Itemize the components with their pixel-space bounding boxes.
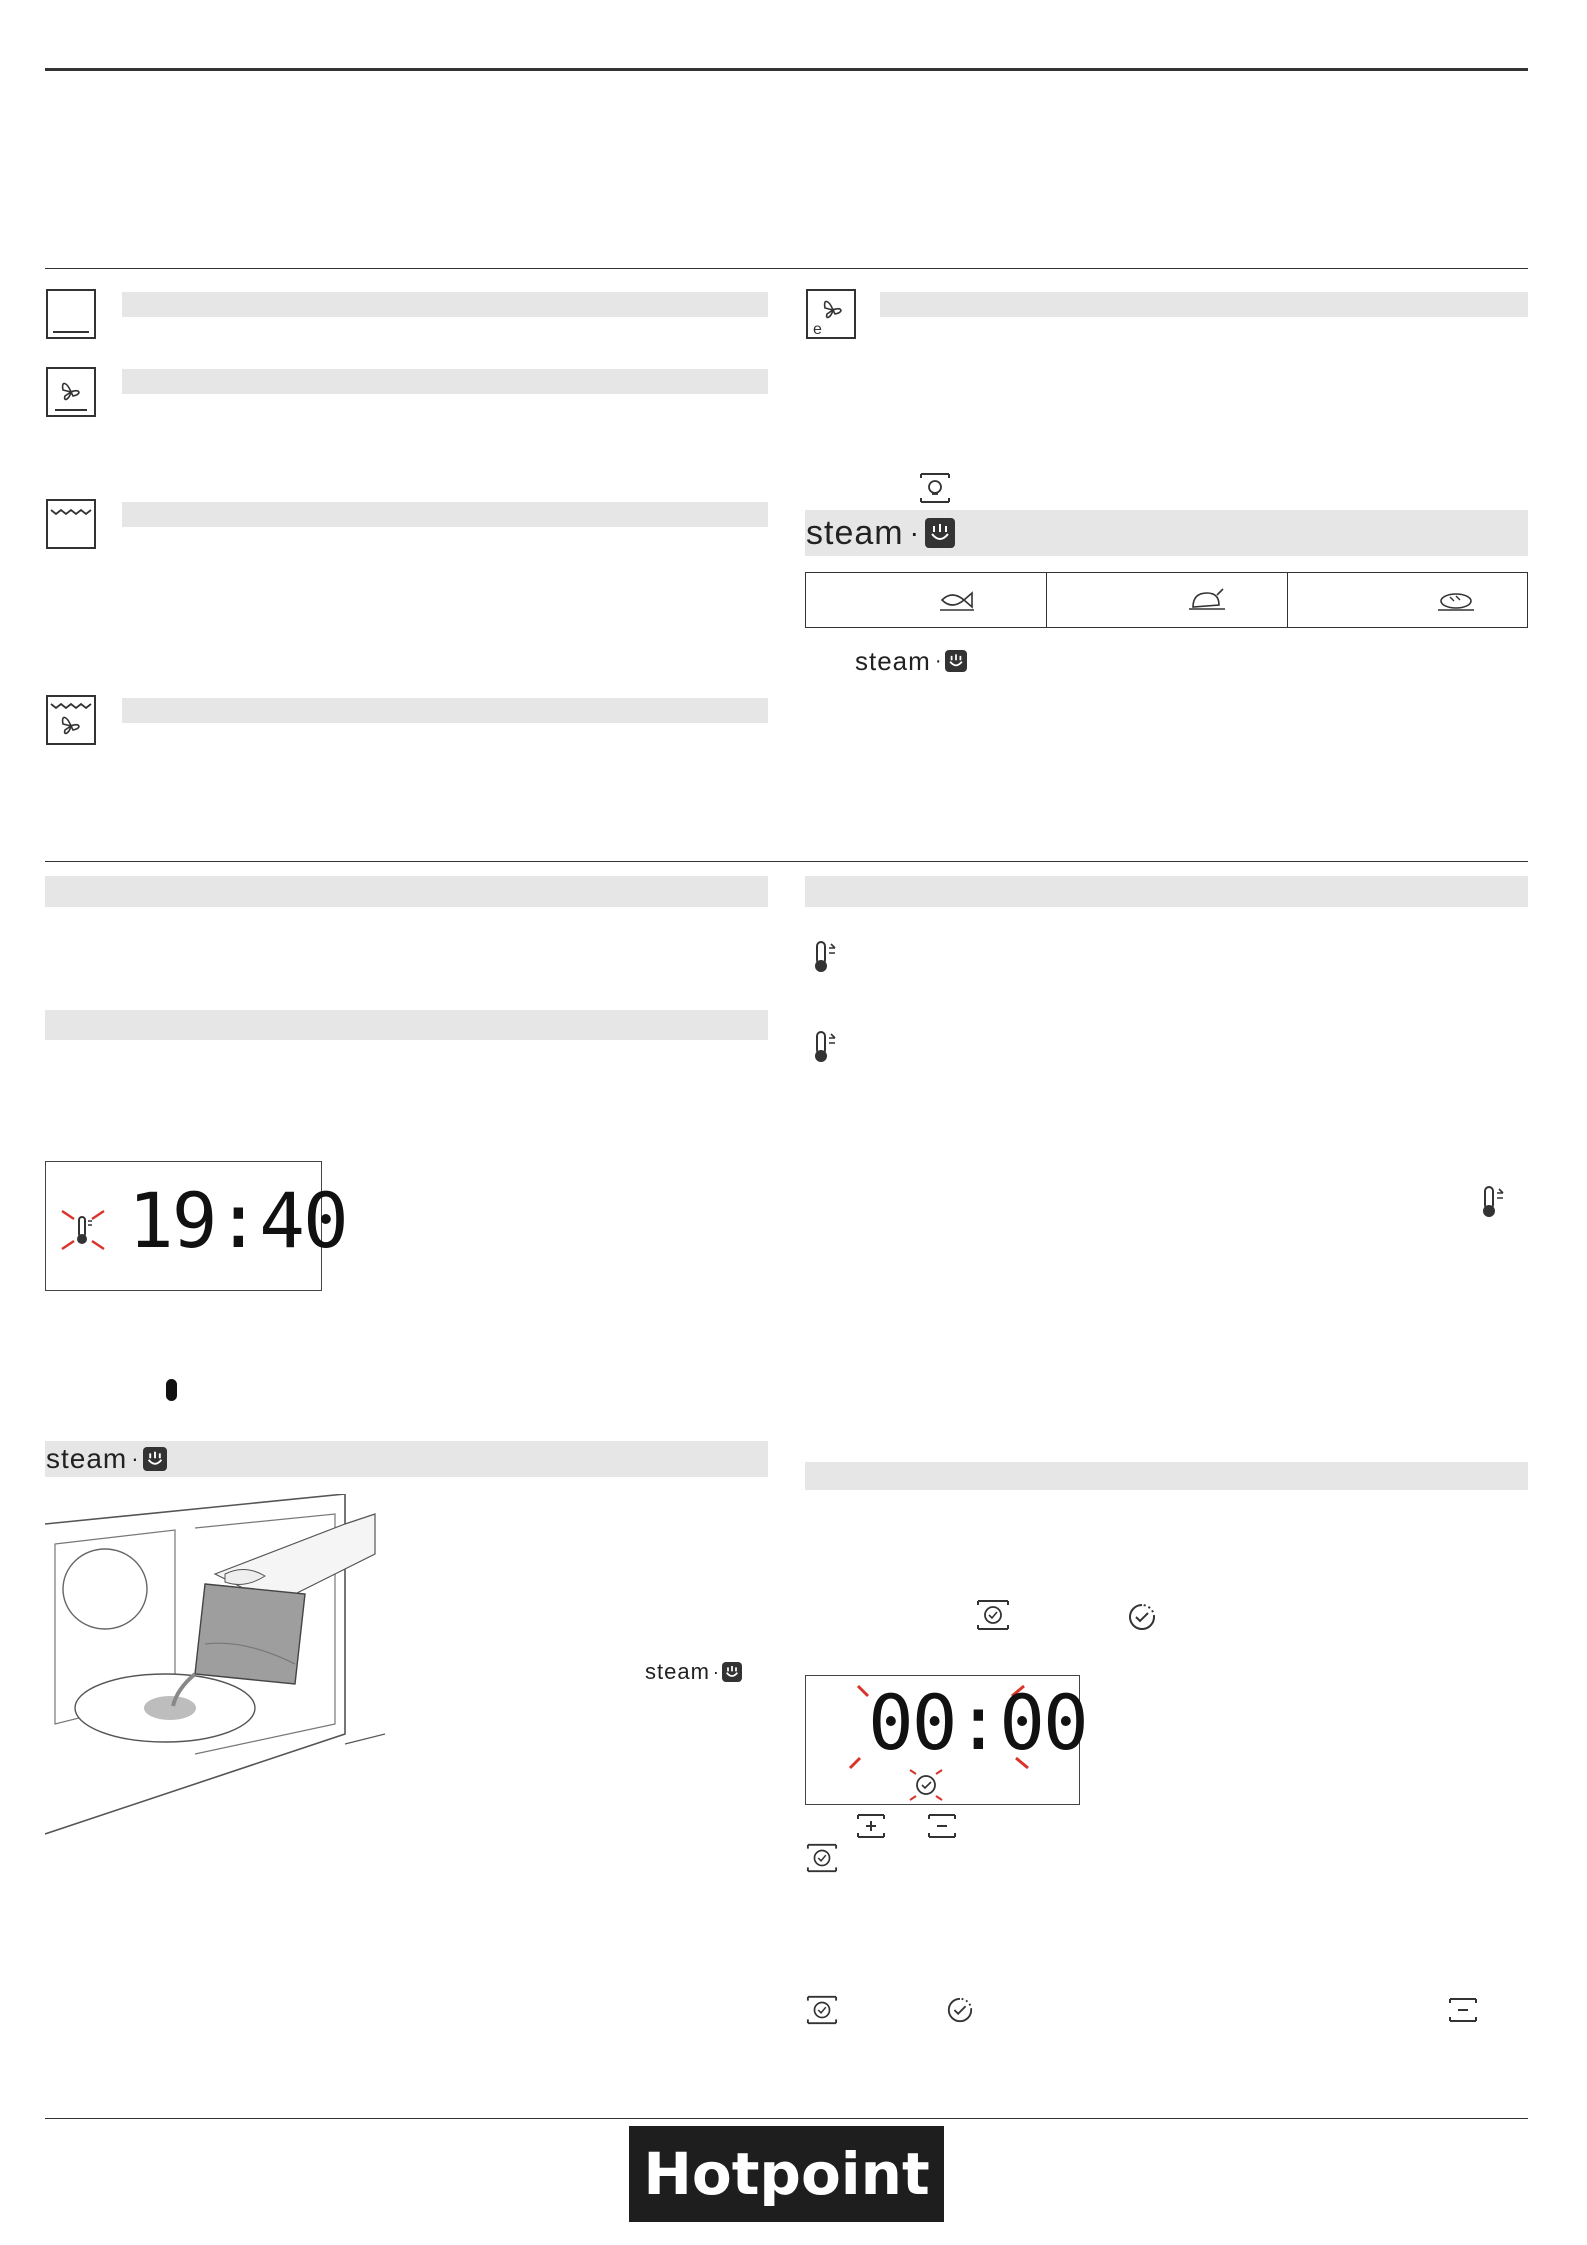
steam-program-poultry xyxy=(1046,572,1288,628)
section-heading-bar-right-2 xyxy=(805,1462,1528,1490)
fan-icon xyxy=(45,366,97,418)
steam-logo-left xyxy=(46,1442,167,1476)
section-heading-bar-conventional xyxy=(122,292,768,317)
preheat-display xyxy=(45,1161,347,1291)
steam-program-fish xyxy=(805,572,1047,628)
timer-time: 00:00 xyxy=(868,1678,1087,1767)
svg-text:e: e xyxy=(813,321,822,338)
section-rule-2 xyxy=(45,861,1528,862)
hotpoint-logo-text: Hotpoint xyxy=(643,2140,930,2208)
steam-logo-illustration xyxy=(645,1658,742,1686)
section-heading-bar-right-1 xyxy=(805,876,1528,907)
steam-badge-icon-illustration xyxy=(722,1662,742,1682)
top-rule xyxy=(45,68,1528,71)
thermometer-icon xyxy=(811,1030,841,1064)
steam-logo xyxy=(806,512,955,554)
steam-dot-inline: · xyxy=(934,649,942,672)
poultry-icon xyxy=(1187,585,1227,615)
timer-icon xyxy=(945,1996,975,2024)
steam-dot: · xyxy=(909,517,919,548)
oven-water-pour-illustration xyxy=(45,1494,395,1840)
clock-button-icon[interactable] xyxy=(806,1994,838,2026)
steam-dot-left: · xyxy=(131,1446,139,1471)
steam-label-left: steam xyxy=(46,1443,128,1474)
plus-button-icon[interactable] xyxy=(856,1812,886,1840)
thermometer-icon xyxy=(1479,1185,1509,1219)
thermometer-icon xyxy=(811,940,841,974)
oven-lamp-icon xyxy=(918,470,952,506)
steam-label-inline: steam xyxy=(855,645,931,676)
steam-badge-icon-inline xyxy=(945,650,967,672)
eco-fan-icon xyxy=(805,288,857,340)
fish-icon xyxy=(938,587,976,613)
conventional-oven-icon xyxy=(45,288,97,340)
grill-fan-icon xyxy=(45,694,97,746)
timer-icon xyxy=(1126,1602,1158,1632)
section-heading-bar-fan xyxy=(122,369,768,394)
steam-label-illustration: steam xyxy=(645,1659,710,1684)
bread-icon xyxy=(1436,585,1476,615)
footer-rule xyxy=(45,2118,1528,2119)
hotpoint-logo xyxy=(629,2126,944,2222)
section-rule-1 xyxy=(45,268,1528,269)
steam-label: steam xyxy=(806,513,904,552)
minus-button-icon[interactable] xyxy=(927,1812,957,1840)
indicator-dot xyxy=(166,1379,177,1401)
section-heading-bar-grill xyxy=(122,502,768,527)
section-heading-bar-left-2 xyxy=(45,1010,768,1040)
section-heading-bar-grill-fan xyxy=(122,698,768,723)
thermometer-flash-icon xyxy=(60,1207,106,1253)
steam-badge-icon xyxy=(925,518,955,548)
steam-badge-icon-left xyxy=(143,1447,167,1471)
steam-logo-inline xyxy=(855,646,967,676)
grill-icon xyxy=(45,498,97,550)
timer-display xyxy=(805,1675,1087,1805)
preheat-time: 19:40 xyxy=(128,1176,347,1265)
steam-program-bread xyxy=(1287,572,1528,628)
minus-button-icon[interactable] xyxy=(1448,1996,1478,2024)
steam-dot-illustration: · xyxy=(712,1661,719,1682)
section-heading-bar-left-1 xyxy=(45,876,768,907)
clock-button-icon[interactable] xyxy=(806,1842,838,1874)
clock-icon xyxy=(976,1598,1010,1632)
section-heading-bar-eco-fan xyxy=(880,292,1528,317)
